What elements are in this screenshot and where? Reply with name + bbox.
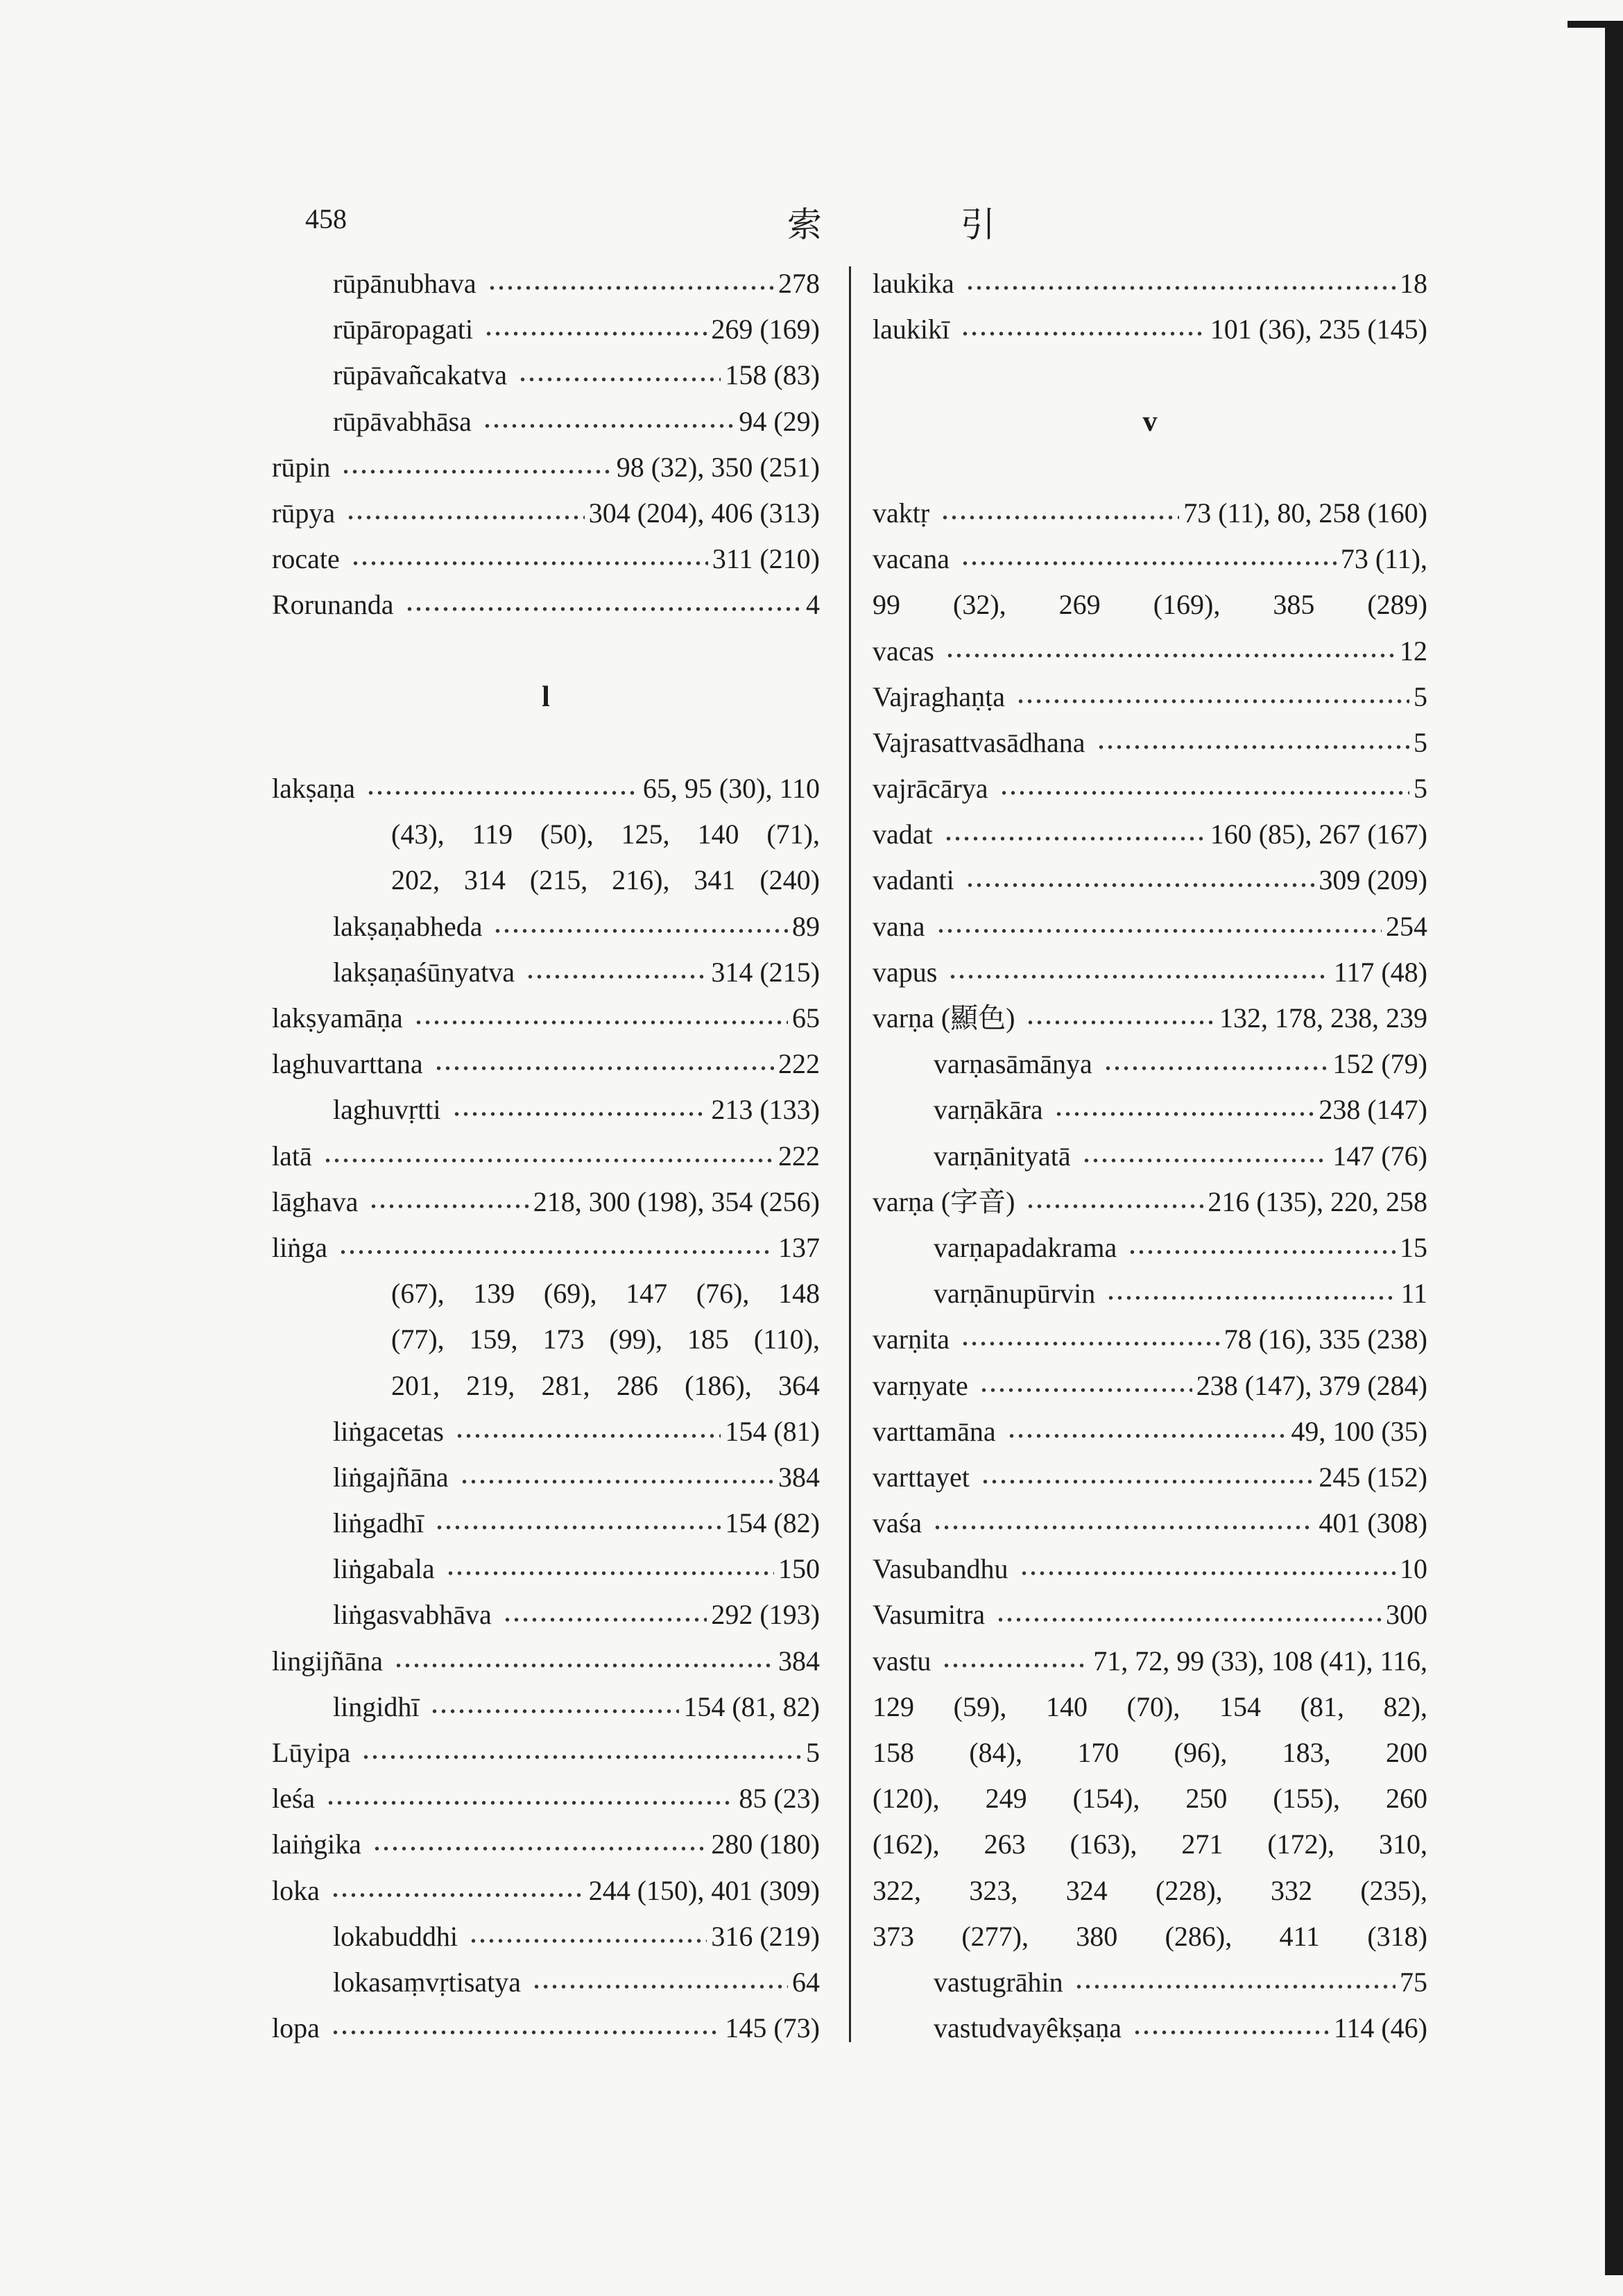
index-entry — [272, 490, 820, 536]
index-entry — [272, 536, 820, 582]
entry-page-refs: 304 (204), 406 (313) — [588, 497, 820, 529]
entry-page-refs: 137 — [778, 1231, 820, 1263]
entry-page-refs: 311 (210) — [712, 543, 820, 575]
entry-page-refs: 269 (169) — [711, 314, 820, 345]
index-subentry — [272, 1455, 820, 1500]
blank-line — [873, 352, 1427, 398]
dot-leader — [1082, 1158, 1329, 1163]
dot-leader — [1104, 1065, 1329, 1071]
entry-term: loka — [272, 1874, 320, 1906]
index-entry — [873, 812, 1427, 857]
entry-page-refs: 18 — [1400, 268, 1427, 299]
entry-term: rūpāropagati — [333, 314, 474, 345]
entry-term: Vajrasattvasādhana — [873, 726, 1085, 758]
entry-term: liṅga — [272, 1231, 327, 1263]
dot-leader — [942, 1663, 1089, 1668]
column-divider — [849, 266, 851, 2042]
index-subentry — [272, 1546, 820, 1592]
dot-leader — [338, 1249, 774, 1255]
dot-leader — [351, 560, 708, 566]
entry-term: vajrācārya — [873, 773, 988, 805]
entry-term: Lūyipa — [272, 1737, 351, 1768]
dot-leader — [945, 653, 1396, 658]
dot-leader — [326, 1800, 735, 1806]
entry-page-refs: 278 — [778, 268, 820, 299]
index-entry — [873, 628, 1427, 674]
dot-leader — [446, 1570, 774, 1576]
dot-leader — [965, 285, 1396, 291]
index-entry — [873, 1638, 1427, 1684]
index-subentry — [873, 1087, 1427, 1133]
entry-page-refs: 73 (11), 80, 258 (160) — [1183, 497, 1427, 529]
entry-term: varṇyate — [873, 1369, 968, 1401]
index-subentry — [272, 1409, 820, 1455]
entry-page-refs: 75 — [1400, 1966, 1427, 1998]
entry-page-refs: 11 — [1400, 1278, 1427, 1310]
index-subentry — [873, 1271, 1427, 1317]
dot-leader — [961, 331, 1206, 336]
entry-page-refs: 384 — [778, 1461, 820, 1493]
entry-page-refs: 12 — [1400, 635, 1427, 667]
entry-page-refs: 117 (48) — [1333, 956, 1427, 988]
dot-leader — [965, 882, 1315, 888]
entry-term: vadanti — [873, 864, 954, 896]
dot-leader — [1106, 1295, 1396, 1301]
index-entry — [272, 1133, 820, 1179]
entry-page-refs: 401 (308) — [1319, 1507, 1427, 1539]
dot-leader — [948, 974, 1330, 979]
dot-leader — [483, 423, 735, 429]
index-subentry — [272, 352, 820, 398]
entry-page-refs: 384 — [778, 1645, 820, 1677]
entry-continuation: (43), 119 (50), 125, 140 (71), — [391, 819, 820, 850]
entry-page-refs: 89 — [792, 910, 820, 942]
dot-leader — [434, 1065, 774, 1071]
page-number: 458 — [305, 203, 347, 234]
entry-page-refs: 147 (76) — [1332, 1140, 1427, 1172]
index-entry — [272, 1822, 820, 1867]
entry-term: varṇa (顯色) — [873, 1002, 1015, 1034]
index-subentry — [272, 1684, 820, 1730]
dot-leader — [961, 1341, 1220, 1346]
index-column-right — [873, 261, 1427, 2051]
dot-leader — [1026, 1203, 1203, 1209]
entry-term: vana — [873, 910, 925, 942]
entry-page-refs: 218, 300 (198), 354 (256) — [533, 1185, 820, 1217]
entry-term: Vasubandhu — [873, 1553, 1008, 1585]
index-subentry — [272, 399, 820, 445]
entry-term: varṇapadakrama — [934, 1231, 1117, 1263]
index-entry — [873, 904, 1427, 950]
dot-leader — [944, 836, 1206, 841]
entry-term: Rorunanda — [272, 589, 394, 621]
entry-page-refs: 300 — [1386, 1599, 1427, 1631]
dot-leader — [331, 1892, 585, 1898]
index-subentry — [272, 307, 820, 352]
index-entry — [873, 766, 1427, 812]
entry-continuation: 322, 323, 324 (228), 332 (235), — [873, 1874, 1427, 1906]
blank-line — [873, 445, 1427, 490]
entry-page-refs: 244 (150), 401 (309) — [588, 1874, 820, 1906]
entry-term: Vajraghaṇṭa — [873, 680, 1006, 712]
entry-continuation: 202, 314 (215, 216), 341 (240) — [391, 864, 820, 896]
entry-page-refs: 65 — [792, 1002, 820, 1034]
entry-term: laghuvṛtti — [333, 1094, 441, 1126]
entry-term: rūpānubhava — [333, 268, 476, 299]
index-entry — [272, 1868, 820, 1914]
index-subentry — [272, 261, 820, 307]
entry-term: vadat — [873, 819, 933, 850]
dot-leader — [999, 790, 1409, 796]
index-entry — [873, 1546, 1427, 1592]
entry-page-refs: 85 (23) — [739, 1783, 820, 1815]
entry-continuation: (162), 263 (163), 271 (172), 310, — [873, 1828, 1427, 1860]
index-entry — [272, 1041, 820, 1087]
entry-page-refs: 5 — [1414, 773, 1427, 805]
index-entry — [272, 582, 820, 628]
dot-leader — [366, 790, 639, 796]
entry-term: vacas — [873, 635, 934, 667]
index-entry — [873, 950, 1427, 995]
entry-term: vaktṛ — [873, 497, 930, 529]
entry-term: laghuvarttana — [272, 1048, 423, 1080]
entry-page-refs: 222 — [778, 1140, 820, 1172]
entry-page-refs: 154 (81) — [725, 1415, 820, 1447]
index-entry — [873, 674, 1427, 720]
entry-term: rūpin — [272, 451, 331, 483]
dot-leader — [933, 1525, 1314, 1530]
index-entry — [272, 1776, 820, 1822]
dot-leader — [996, 1617, 1382, 1622]
entry-page-refs: 309 (209) — [1319, 864, 1427, 896]
dot-leader — [981, 1479, 1314, 1484]
binding-edge — [1605, 21, 1623, 2275]
entry-term: Vasumitra — [873, 1599, 986, 1631]
entry-page-refs: 5 — [1414, 680, 1427, 712]
dot-leader — [936, 928, 1382, 934]
section-letter: l — [542, 680, 550, 713]
dot-leader — [405, 606, 802, 612]
index-entry — [873, 1409, 1427, 1455]
entry-term: leśa — [272, 1783, 316, 1815]
entry-page-refs: 78 (16), 335 (238) — [1223, 1323, 1427, 1355]
entry-page-refs: 316 (219) — [711, 1920, 820, 1952]
entry-continuation: (77), 159, 173 (99), 185 (110), — [391, 1323, 820, 1355]
dot-leader — [323, 1158, 774, 1163]
entry-term: liṅgabala — [333, 1553, 435, 1585]
index-column-left — [272, 261, 820, 2051]
entry-page-refs: 10 — [1400, 1553, 1427, 1585]
entry-term: vapus — [873, 956, 938, 988]
entry-continuation: 201, 219, 281, 286 (186), 364 — [391, 1369, 820, 1401]
entry-term: lokabuddhi — [333, 1920, 458, 1952]
dot-leader — [1007, 1433, 1287, 1439]
entry-page-refs: 150 — [778, 1553, 820, 1585]
dot-leader — [1128, 1249, 1396, 1255]
dot-leader — [430, 1708, 679, 1714]
dot-leader — [1026, 1020, 1215, 1025]
entry-term: varṇasāmānya — [934, 1048, 1092, 1080]
entry-page-refs: 4 — [806, 589, 820, 621]
dot-leader — [493, 928, 788, 934]
blank-line — [272, 720, 820, 766]
entry-page-refs: 101 (36), 235 (145) — [1210, 314, 1427, 345]
entry-term: liṅgacetas — [333, 1415, 444, 1447]
entry-term: rūpāvabhāsa — [333, 405, 472, 437]
index-subentry — [272, 1914, 820, 1960]
entry-term: vastugrāhin — [934, 1966, 1063, 1998]
entry-term: vastudvayêkṣaṇa — [934, 2012, 1122, 2044]
entry-continuation: (120), 249 (154), 250 (155), 260 — [873, 1783, 1427, 1815]
entry-term: lāghava — [272, 1185, 359, 1217]
dot-leader — [369, 1203, 529, 1209]
index-entry — [873, 536, 1427, 582]
index-entry — [873, 995, 1427, 1041]
entry-term: liṅgadhī — [333, 1507, 424, 1539]
entry-term: vacana — [873, 543, 950, 575]
entry-page-refs: 216 (135), 220, 258 — [1208, 1185, 1427, 1217]
entry-term: varttayet — [873, 1461, 970, 1493]
section-letter: v — [1142, 405, 1158, 438]
entry-term: lakṣaṇabheda — [333, 910, 483, 942]
entry-page-refs: 15 — [1400, 1231, 1427, 1263]
index-entry — [873, 1179, 1427, 1225]
entry-page-refs: 152 (79) — [1332, 1048, 1427, 1080]
entry-term: laukikī — [873, 314, 950, 345]
index-subentry — [873, 1041, 1427, 1087]
index-subentry — [873, 2005, 1427, 2051]
dot-leader — [452, 1111, 707, 1117]
entry-term: laiṅgika — [272, 1828, 361, 1860]
entry-term: varṇānityatā — [934, 1140, 1071, 1172]
entry-continuation: (67), 139 (69), 147 (76), 148 — [391, 1278, 820, 1310]
dot-leader — [488, 285, 774, 291]
dot-leader — [532, 1984, 788, 1989]
dot-leader — [1097, 744, 1409, 750]
entry-page-refs: 292 (193) — [711, 1599, 820, 1631]
entry-page-refs: 114 (46) — [1333, 2012, 1427, 2044]
entry-page-refs: 94 (29) — [739, 405, 820, 437]
entry-page-refs: 64 — [792, 1966, 820, 1998]
entry-term: lingidhī — [333, 1690, 420, 1722]
dot-leader — [979, 1387, 1192, 1393]
dot-leader — [518, 377, 721, 382]
entry-term: lopa — [272, 2012, 320, 2044]
index-entry — [272, 1179, 820, 1225]
entry-term: lingijñāna — [272, 1645, 383, 1677]
dot-leader — [372, 1846, 707, 1851]
entry-continuation: 129 (59), 140 (70), 154 (81, 82), — [873, 1690, 1427, 1722]
dot-leader — [526, 974, 707, 979]
entry-page-refs: 238 (147), 379 (284) — [1196, 1369, 1427, 1401]
entry-page-refs: 238 (147) — [1319, 1094, 1427, 1126]
entry-page-refs: 160 (85), 267 (167) — [1210, 819, 1427, 850]
entry-term: varṇānupūrvin — [934, 1278, 1096, 1310]
index-subentry — [272, 1087, 820, 1133]
dot-leader — [331, 2030, 721, 2035]
entry-term: lakṣyamāṇa — [272, 1002, 403, 1034]
index-entry — [873, 720, 1427, 766]
index-subentry — [272, 950, 820, 995]
dot-leader — [503, 1617, 707, 1622]
index-subentry — [272, 904, 820, 950]
entry-page-refs: 314 (215) — [711, 956, 820, 988]
entry-term: vastu — [873, 1645, 931, 1677]
entry-term: liṅgasvabhāva — [333, 1599, 492, 1631]
dot-leader — [341, 469, 612, 474]
entry-continuation: 99 (32), 269 (169), 385 (289) — [873, 589, 1427, 621]
entry-page-refs: 254 — [1386, 910, 1427, 942]
index-subentry — [873, 1133, 1427, 1179]
entry-continuation: 158 (84), 170 (96), 183, 200 — [873, 1737, 1427, 1768]
dot-leader — [1074, 1984, 1396, 1989]
entry-term: laukika — [873, 268, 954, 299]
entry-term: latā — [272, 1140, 312, 1172]
index-entry — [873, 1363, 1427, 1409]
index-entry — [873, 1592, 1427, 1638]
index-entry — [873, 1455, 1427, 1500]
dot-leader — [1020, 1570, 1396, 1576]
entry-term: lakṣaṇa — [272, 773, 355, 805]
entry-page-refs: 158 (83) — [725, 359, 820, 391]
index-entry — [873, 490, 1427, 536]
entry-term: lokasaṃvṛtisatya — [333, 1966, 522, 1998]
blank-line — [272, 628, 820, 674]
dot-leader — [484, 331, 707, 336]
entry-page-refs: 154 (81, 82) — [683, 1690, 820, 1722]
entry-page-refs: 145 (73) — [725, 2012, 820, 2044]
entry-page-refs: 213 (133) — [711, 1094, 820, 1126]
entry-page-refs: 71, 72, 99 (33), 108 (41), 116, — [1093, 1645, 1427, 1677]
index-entry — [873, 307, 1427, 352]
dot-leader — [455, 1433, 721, 1439]
entry-page-refs: 49, 100 (35) — [1291, 1415, 1427, 1447]
entry-term: vaśa — [873, 1507, 922, 1539]
dot-leader — [361, 1754, 802, 1760]
dot-leader — [460, 1479, 774, 1484]
index-entry — [272, 1225, 820, 1271]
entry-page-refs: 98 (32), 350 (251) — [616, 451, 820, 483]
entry-term: varṇākāra — [934, 1094, 1043, 1126]
index-subentry — [272, 1592, 820, 1638]
dot-leader — [346, 515, 585, 520]
entry-page-refs: 5 — [1414, 726, 1427, 758]
index-subentry — [272, 1500, 820, 1546]
dot-leader — [1133, 2030, 1330, 2035]
entry-page-refs: 65, 95 (30), 110 — [642, 773, 820, 805]
entry-page-refs: 154 (82) — [725, 1507, 820, 1539]
index-subentry — [873, 1225, 1427, 1271]
index-entry — [873, 261, 1427, 307]
index-subentry — [272, 1960, 820, 2005]
entry-term: varṇita — [873, 1323, 950, 1355]
dot-leader — [469, 1938, 707, 1944]
entry-page-refs: 132, 178, 238, 239 — [1219, 1002, 1427, 1034]
binding-cap — [1568, 21, 1623, 28]
entry-term: lakṣaṇaśūnyatva — [333, 956, 515, 988]
running-head: 索 引 — [787, 205, 1059, 245]
index-entry — [873, 857, 1427, 903]
entry-term: varttamāna — [873, 1415, 996, 1447]
entry-page-refs: 5 — [806, 1737, 820, 1768]
entry-page-refs: 280 (180) — [711, 1828, 820, 1860]
index-entry — [272, 995, 820, 1041]
dot-leader — [1016, 699, 1409, 704]
dot-leader — [1054, 1111, 1315, 1117]
index-entry — [272, 1638, 820, 1684]
index-subentry — [873, 1960, 1427, 2005]
entry-term: liṅgajñāna — [333, 1461, 449, 1493]
dot-leader — [941, 515, 1179, 520]
entry-term: rocate — [272, 543, 340, 575]
index-entry — [873, 1317, 1427, 1362]
entry-page-refs: 245 (152) — [1319, 1461, 1427, 1493]
dot-leader — [961, 560, 1337, 566]
entry-continuation: 373 (277), 380 (286), 411 (318) — [873, 1920, 1427, 1952]
index-entry — [272, 445, 820, 490]
dot-leader — [394, 1663, 774, 1668]
index-entry — [272, 2005, 820, 2051]
dot-leader — [414, 1020, 788, 1025]
index-entry — [272, 766, 820, 812]
entry-term: rūpāvañcakatva — [333, 359, 507, 391]
entry-term: rūpya — [272, 497, 336, 529]
entry-page-refs: 222 — [778, 1048, 820, 1080]
entry-page-refs: 73 (11), — [1340, 543, 1427, 575]
index-entry — [272, 1730, 820, 1776]
entry-term: varṇa (字音) — [873, 1185, 1015, 1217]
dot-leader — [435, 1525, 721, 1530]
index-entry — [873, 1500, 1427, 1546]
